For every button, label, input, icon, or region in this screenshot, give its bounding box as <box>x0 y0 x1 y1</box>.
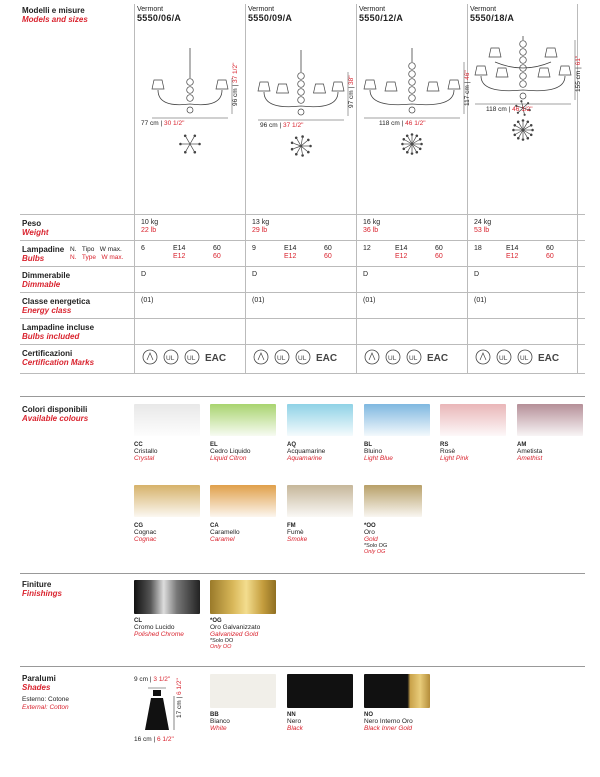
cert-marks <box>474 348 570 366</box>
width-dim: 77 cm | 30 1/2" <box>141 120 185 127</box>
colour-swatch <box>440 404 506 436</box>
section-divider <box>20 396 585 397</box>
dimmable-value: D <box>474 271 480 278</box>
energy-value: (01) <box>363 297 376 304</box>
eac-icon: EAC <box>205 353 227 364</box>
cert-mark-icon <box>476 350 490 364</box>
weight-label: Peso Weight <box>22 219 49 237</box>
shades-label: Paralumi Shades <box>22 674 56 692</box>
shade-item: NO Nero Interno Oro Black Inner Gold <box>364 712 413 732</box>
dimmable-value: D <box>363 271 369 278</box>
shade-height-dim: 17 cm | 6 1/2" <box>176 678 183 718</box>
svg-text:UL: UL <box>298 355 307 362</box>
shade-top-dim: 9 cm | 3 1/2" <box>134 676 171 683</box>
cert-mark-icon <box>254 350 268 364</box>
finish-item: *OG Oro Galvanizzato Galvanized Gold *Solo OO Only OO <box>210 618 261 650</box>
chandelier-drawing <box>468 36 580 196</box>
weight-value: 13 kg 29 lb <box>252 219 270 234</box>
colours-label: Colori disponibili Available colours <box>22 405 89 423</box>
colour-item: RS Rosè Light Pink <box>440 442 469 462</box>
colour-swatch <box>364 404 430 436</box>
colour-swatch <box>210 404 276 436</box>
dimmable-label: Dimmerabile Dimmable <box>22 271 71 289</box>
eac-icon: EAC <box>538 353 560 364</box>
svg-text:UL: UL <box>277 355 286 362</box>
height-dim: 117 cm | 46" <box>464 70 471 106</box>
eac-icon: EAC <box>316 353 338 364</box>
colour-swatch <box>287 485 353 517</box>
width-dim: 96 cm | 37 1/2" <box>260 122 304 129</box>
bulbs-sublabels: N. Tipo W max. N. Type W max. <box>70 246 124 261</box>
finish-swatch-chrome <box>134 580 200 614</box>
shade-swatch-white <box>210 674 276 708</box>
row-divider <box>20 318 585 319</box>
shade-swatch-black-gold <box>364 674 430 708</box>
colour-item: EL Cedro Liquido Liquid Citron <box>210 442 251 462</box>
cert-mark-icon <box>365 350 379 364</box>
height-dim: 96 cm | 37 1/2" <box>232 62 239 106</box>
svg-text:UL: UL <box>409 355 418 362</box>
bulb-count: 9 <box>252 245 256 252</box>
row-divider <box>20 292 585 293</box>
bulb-wmax: 60 60 <box>546 245 554 260</box>
colour-item: FM Fumè Smoke <box>287 523 308 543</box>
cert-marks <box>363 348 459 366</box>
svg-text:UL: UL <box>520 355 529 362</box>
chandelier-drawing <box>357 48 469 208</box>
svg-text:UL: UL <box>166 355 175 362</box>
weight-value: 10 kg 22 lb <box>141 219 159 234</box>
row-divider <box>20 240 585 241</box>
colour-swatch <box>134 485 200 517</box>
row-divider <box>20 373 585 374</box>
colour-swatch <box>517 404 583 436</box>
colour-item: AQ Acquamarine Aquamarine <box>287 442 326 462</box>
row-divider <box>20 214 585 215</box>
model-header: Vermont 5550/18/A <box>470 6 515 23</box>
chandelier-drawing <box>135 48 247 208</box>
width-dim: 118 cm | 46 1/2" <box>486 106 533 113</box>
section-divider <box>20 666 585 667</box>
colour-swatch <box>287 404 353 436</box>
shade-item: BB Bianco White <box>210 712 230 732</box>
bulb-type: E14 E12 <box>284 245 297 260</box>
bulb-wmax: 60 60 <box>324 245 332 260</box>
energy-value: (01) <box>141 297 154 304</box>
bulb-type: E14 E12 <box>506 245 519 260</box>
bulbs-label: Lampadine Bulbs <box>22 245 65 263</box>
colour-item: CG Cognac Cognac <box>134 523 157 543</box>
svg-text:UL: UL <box>388 355 397 362</box>
finish-item: CL Cromo Lucido Polished Chrome <box>134 618 184 638</box>
svg-text:UL: UL <box>187 355 196 362</box>
height-dim: 155 cm | 61" <box>575 55 582 92</box>
width-dim: 118 cm | 46 1/2" <box>379 120 426 127</box>
cert-marks <box>141 348 237 366</box>
dimmable-value: D <box>252 271 258 278</box>
cert-marks <box>252 348 348 366</box>
models-label: Modelli e misure Models and sizes <box>22 6 88 24</box>
cert-label: Certificazioni Certification Marks <box>22 349 95 367</box>
energy-value: (01) <box>474 297 487 304</box>
weight-value: 24 kg 53 lb <box>474 219 492 234</box>
energy-label: Classe energetica Energy class <box>22 297 91 315</box>
shade-item: NN Nero Black <box>287 712 303 732</box>
colour-item: AM Ametista Amethist <box>517 442 543 462</box>
colour-swatch <box>210 485 276 517</box>
finish-swatch-gold <box>210 580 276 614</box>
cert-mark-icon <box>143 350 157 364</box>
shades-material: Esterno: Cotone External: Cotton <box>22 696 69 711</box>
section-divider <box>20 573 585 574</box>
colour-item: *OO Oro Gold *Solo OG Only OG <box>364 523 388 555</box>
bulb-type: E14 E12 <box>395 245 408 260</box>
colour-item: CC Cristallo Crystal <box>134 442 158 462</box>
model-header: Vermont 5550/12/A <box>359 6 404 23</box>
shade-bottom-dim: 16 cm | 6 1/2" <box>134 736 174 743</box>
model-header: Vermont 5550/06/A <box>137 6 182 23</box>
energy-value: (01) <box>252 297 265 304</box>
bulb-count: 12 <box>363 245 371 252</box>
svg-text:UL: UL <box>499 355 508 362</box>
weight-value: 16 kg 36 lb <box>363 219 381 234</box>
bulbs-included-label: Lampadine incluse Bulbs included <box>22 323 95 341</box>
bulb-wmax: 60 60 <box>435 245 443 260</box>
colour-swatch <box>364 485 422 517</box>
bulb-count: 18 <box>474 245 482 252</box>
shade-swatch-black <box>287 674 353 708</box>
colour-item: CA Caramello Caramel <box>210 523 240 543</box>
row-divider <box>20 266 585 267</box>
height-dim: 97 cm | 38" <box>348 75 355 108</box>
bulb-type: E14 E12 <box>173 245 186 260</box>
row-divider <box>20 344 585 345</box>
chandelier-drawing <box>246 50 358 210</box>
finishes-label: Finiture Finishings <box>22 580 62 598</box>
colour-swatch <box>134 404 200 436</box>
model-header: Vermont 5550/09/A <box>248 6 293 23</box>
colour-item: BL Bluino Light Blue <box>364 442 393 462</box>
bulb-count: 6 <box>141 245 145 252</box>
bulb-wmax: 60 60 <box>213 245 221 260</box>
dimmable-value: D <box>141 271 147 278</box>
eac-icon: EAC <box>427 353 449 364</box>
